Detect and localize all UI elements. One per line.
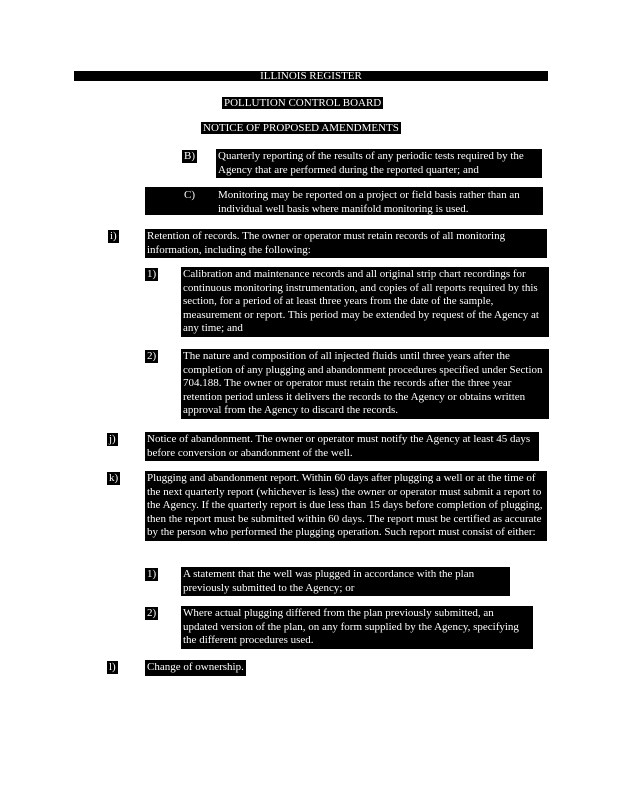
register-title: ILLINOIS REGISTER <box>260 70 362 82</box>
item-text: Change of ownership. <box>145 660 246 676</box>
item-text: Where actual plugging differed from the plan previously submitted, an updated version of the plan, on any form supplied by the Agency, specifying the different procedures used. <box>181 606 533 649</box>
item-label: i) <box>110 230 117 242</box>
item-label: l) <box>109 661 116 673</box>
item-text: Notice of abandonment. The owner or operator must notify the Agency at least 45 days before conversion or abandonment of the well. <box>145 432 539 461</box>
item-label: 1) <box>147 568 157 580</box>
item-text: The nature and composition of all injected fluids until three years after the completion of any plugging and abandonment procedures specified under Section 704.188. The owner or operator must retain the records after the three year retention period unless it delivers the records to the Agency or obtains written approval from the Agency to discard the records. <box>181 349 549 419</box>
notice-title: NOTICE OF PROPOSED AMENDMENTS <box>203 122 399 134</box>
item-text: A statement that the well was plugged in accordance with the plan previously submitted to the Agency; or <box>181 567 510 596</box>
item-text: Calibration and maintenance records and all original strip chart recordings for continuous monitoring instrumentation, and copies of all reports required by this section, for a period of at least three years from the date of the sample, measurement or report. This period may be extended by request of the Agency at any time; and <box>181 267 549 337</box>
item-text: Quarterly reporting of the results of any periodic tests required by the Agency that are performed during the reported quarter; and <box>216 149 542 178</box>
item-text: Monitoring may be reported on a project or field basis rather than an individual well basis where manifold monitoring is used. <box>218 189 520 215</box>
item-label: k) <box>109 472 119 484</box>
item-label: 2) <box>147 350 157 362</box>
board-title: POLLUTION CONTROL BOARD <box>224 97 382 109</box>
item-label: C) <box>184 189 195 201</box>
item-label: 1) <box>147 268 157 280</box>
item-text: Retention of records. The owner or operator must retain records of all monitoring information, including the following: <box>145 229 547 258</box>
item-label: j) <box>109 433 116 445</box>
item-label: 2) <box>147 607 157 619</box>
item-label: B) <box>184 150 195 162</box>
item-text: Plugging and abandonment report. Within 60 days after plugging a well or at the time of the next quarterly report (whichever is less) the owner or operator must submit a report to the Agency. If the quarterly report is due less than 15 days before completion of plugging, then the report must be submitted within 60 days. The report must be certified as accurate by the person who performed the plugging operation. Such report must consist of either: <box>145 471 547 541</box>
